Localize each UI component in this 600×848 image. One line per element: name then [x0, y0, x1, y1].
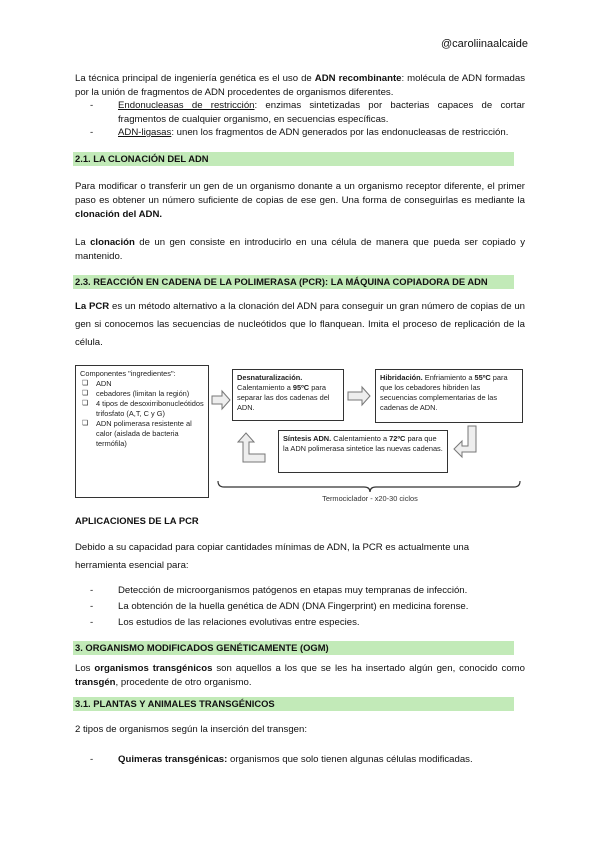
section-heading: 3. ORGANISMO MODIFICADOS GENÉTICAMENTE (OGM): [73, 641, 514, 655]
step-hybridization: Hibridación. Enfriamiento a 55ºC para que los cebadores hibriden las secuencias complementarias de las cadenas de ADN.: [375, 369, 523, 423]
intro-paragraph: La técnica principal de ingeniería genética es el uso de ADN recombinante: molécula de ADN formadas por la unión de fragmentos de ADN procedentes de organismos diferentes.: [75, 73, 526, 98]
list-item: - La obtención de la huella genética de ADN (DNA Fingerprint) en medicina forense.: [90, 601, 469, 612]
author-handle: @caroliinaalcaide: [441, 38, 528, 50]
section-heading: 2.3. REACCIÓN EN CADENA DE LA POLIMERASA (PCR): LA MÁQUINA COPIADORA DE ADN: [73, 275, 514, 289]
list-item: - Endonucleasas de restricción: enzimas sintetizadas por bacterias capaces de cortar fragmentos de cualquier organismo, en secuencias específicas.: [90, 100, 526, 125]
step-denaturation: Desnaturalización. Calentamiento a 95ºC para separar las dos cadenas del ADN.: [232, 369, 344, 421]
paragraph: La clonación de un gen consiste en introducirlo en una célula de manera que pueda ser copiado y mantenido.: [75, 237, 525, 262]
section-heading: 2.1. LA CLONACIÓN DEL ADN: [73, 152, 514, 166]
component-item: ❏ cebadores (limitan la región): [80, 389, 204, 399]
arrow-right-icon: [212, 391, 230, 409]
component-item: ❏ ADN polimerasa resistente al calor (aislada de bacteria termófila): [80, 419, 204, 449]
brace: [218, 481, 520, 492]
thermocycler-label: Termociclador - x20-30 ciclos: [322, 494, 418, 503]
arrow-up-right-icon: [238, 433, 265, 462]
list-item: - Los estudios de las relaciones evolutivas entre especies.: [90, 617, 360, 628]
paragraph: 2 tipos de organismos según la inserción del transgen:: [75, 724, 307, 735]
component-item: ❏ 4 tipos de desoxirribonucleótidos trifosfato (A,T, C y G): [80, 399, 204, 419]
list-item: - Detección de microorganismos patógenos en etapas muy tempranas de infección.: [90, 585, 468, 596]
paragraph: Los organismos transgénicos son aquellos a los que se les ha insertado algún gen, conocido como transgén, procedente de otro organismo.: [75, 663, 525, 688]
list-item: - ADN-ligasas: unen los fragmentos de ADN generados por las endonucleasas de restricción.: [90, 127, 509, 138]
arrow-down-left-icon: [454, 426, 476, 457]
paragraph: Para modificar o transferir un gen de un organismo donante a un organismo receptor diferente, el primer paso es obtener un número suficiente de copias de ese gen. Una forma de conseguirlas es mediante la clonación del ADN.: [75, 181, 525, 220]
applications-heading: APLICACIONES DE LA PCR: [75, 515, 199, 526]
list-item: - Quimeras transgénicas: organismos que solo tienen algunas células modificadas.: [90, 754, 473, 765]
arrow-right-icon: [348, 387, 370, 405]
step-synthesis: Síntesis ADN. Calentamiento a 72ºC para que la ADN polimerasa sintetice las nuevas cadenas.: [278, 430, 448, 473]
components-box: [75, 365, 209, 498]
component-item: ❏ ADN: [80, 379, 204, 389]
paragraph: Debido a su capacidad para copiar cantidades mínimas de ADN, la PCR es actualmente una herramienta esencial para:: [75, 542, 470, 571]
section-heading: 3.1. PLANTAS Y ANIMALES TRANSGÉNICOS: [73, 697, 514, 711]
components-title: Componentes "ingredientes":: [80, 369, 176, 378]
paragraph: La PCR es un método alternativo a la clonación del ADN para conseguir un gran número de copias de un gen si conocemos las secuencias de nucleótidos que lo flanquean. Imita el proceso de replicación de la célula.: [75, 301, 526, 348]
